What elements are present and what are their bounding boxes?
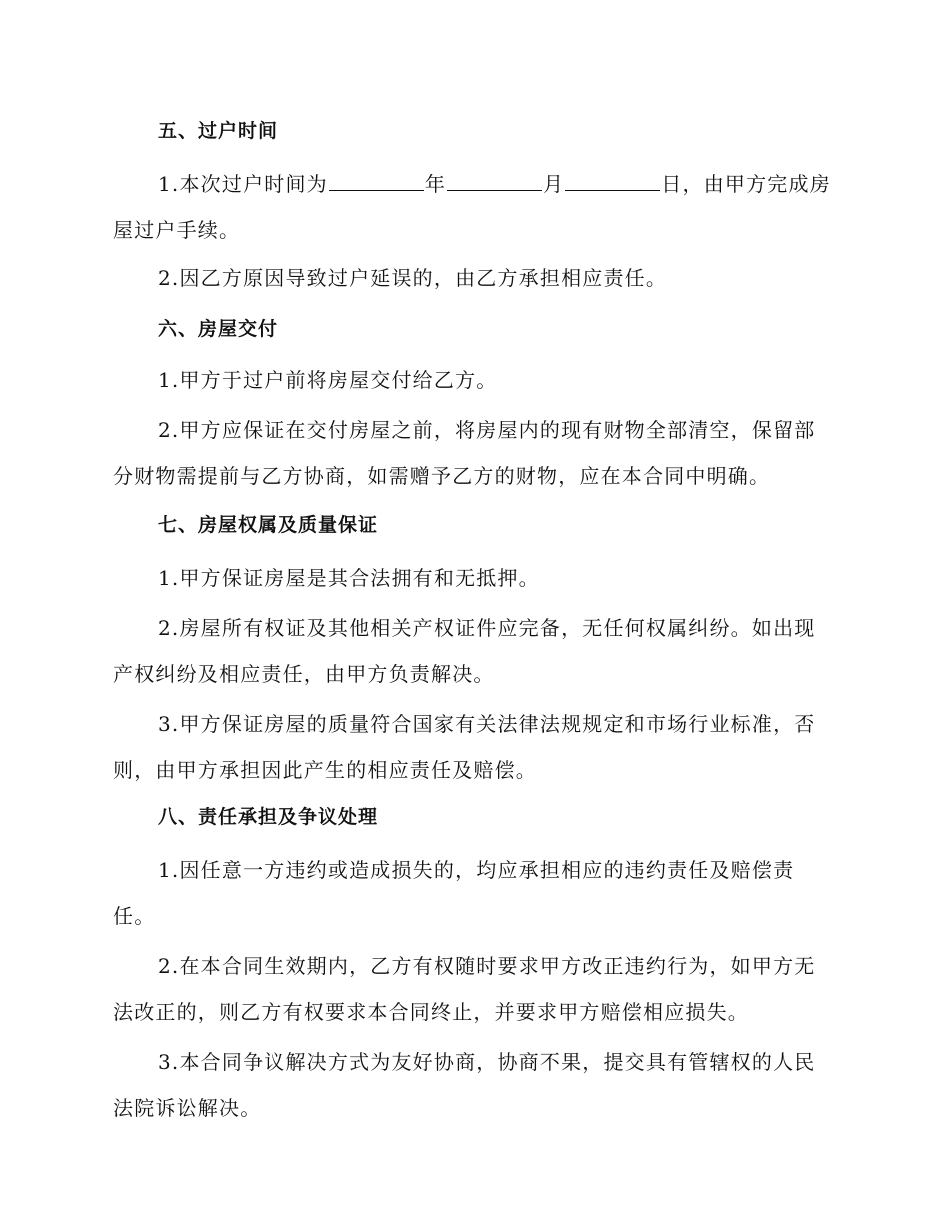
paragraph-line (158, 168, 831, 197)
section-heading-handover: 六、房屋交付 (158, 318, 279, 340)
section-heading-ownership-quality: 七、房屋权属及质量保证 (158, 514, 379, 536)
paragraph-line: 2.甲方应保证在交付房屋之前，将房屋内的现有财物全部清空，保留部 (158, 418, 816, 442)
paragraph-line: 法改正的，则乙方有权要求本合同终止，并要求甲方赔偿相应损失。 (113, 1000, 749, 1024)
paragraph-line: 1.因任意一方违约或造成损失的，均应承担相应的违约责任及赔偿责 (158, 858, 795, 882)
section-heading-transfer-time: 五、过户时间 (158, 120, 279, 142)
section-heading-liability-disputes: 八、责任承担及争议处理 (158, 806, 379, 828)
paragraph-line: 2.房屋所有权证及其他相关产权证件应完备，无任何权属纠纷。如出现 (158, 616, 816, 640)
paragraph-text: 1.本次过户时间为 (158, 172, 328, 196)
paragraph-line: 产权纠纷及相应责任，由甲方负责解决。 (113, 662, 495, 686)
paragraph-line: 1.甲方保证房屋是其合法拥有和无抵押。 (158, 566, 540, 590)
paragraph-line: 3.本合同争议解决方式为友好协商，协商不果，提交具有管辖权的人民 (158, 1050, 816, 1074)
paragraph-line: 则，由甲方承担因此产生的相应责任及赔偿。 (113, 758, 537, 782)
paragraph-line: 任。 (113, 904, 156, 928)
paragraph-line: 2.在本合同生效期内，乙方有权随时要求甲方改正违约行为，如甲方无 (158, 954, 816, 978)
blank-field-year[interactable] (329, 172, 424, 191)
paragraph-line: 3.甲方保证房屋的质量符合国家有关法律法规规定和市场行业标准，否 (158, 712, 816, 736)
blank-field-day[interactable] (565, 172, 660, 191)
blank-field-month[interactable] (447, 172, 542, 191)
paragraph-text: 年 (424, 172, 447, 196)
paragraph-text: 月 (543, 172, 565, 196)
paragraph-line: 分财物需提前与乙方协商，如需赠予乙方的财物，应在本合同中明确。 (113, 464, 771, 488)
paragraph-line: 2.因乙方原因导致过户延误的，由乙方承担相应责任。 (158, 266, 668, 290)
paragraph-text: 日，由甲方完成房 (661, 172, 831, 196)
paragraph-line: 1.甲方于过户前将房屋交付给乙方。 (158, 368, 498, 392)
paragraph-line: 法院诉讼解决。 (113, 1096, 262, 1120)
paragraph-line: 屋过户手续。 (113, 218, 241, 242)
